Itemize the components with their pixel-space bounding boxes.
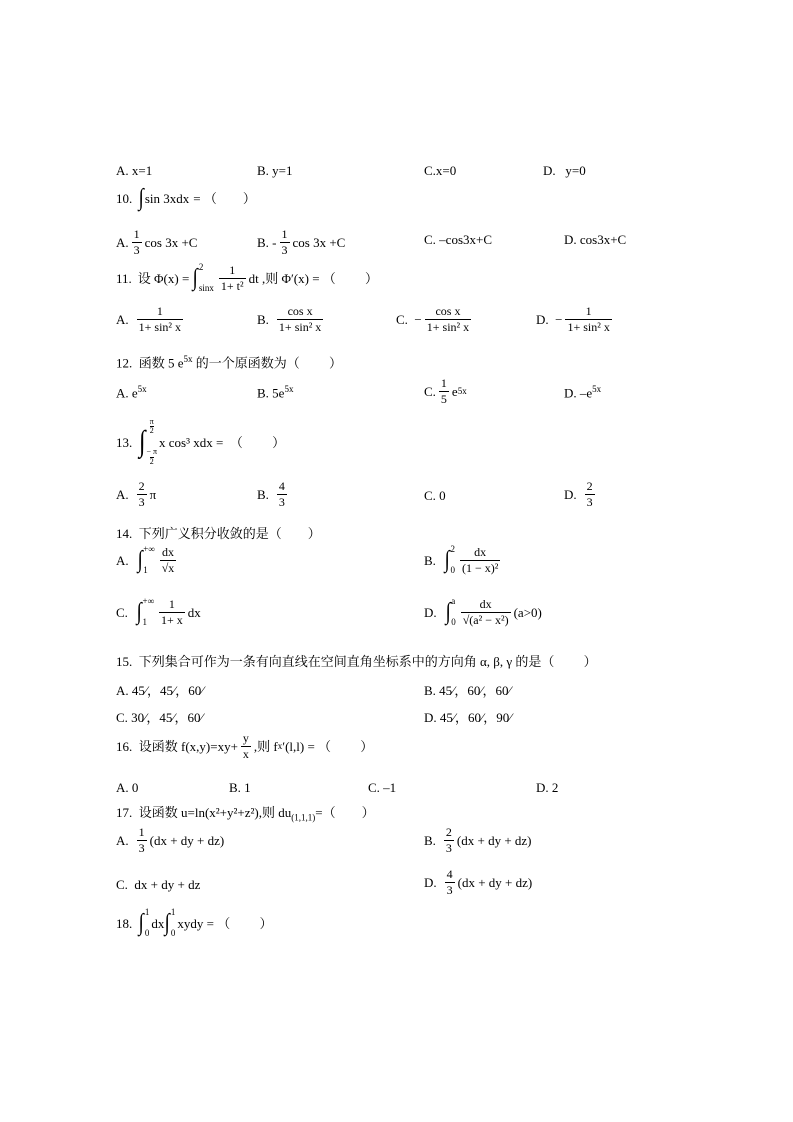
q14-option-b xyxy=(424,545,503,575)
q9-option-b: B. y=1 xyxy=(257,163,293,178)
option-label: C. xyxy=(424,383,436,399)
integral-limits: 2 sinx xyxy=(198,262,214,293)
q16-option-d: D. 2 xyxy=(536,780,559,795)
q10-option-a xyxy=(116,228,197,256)
q17-lead: 17. 设函数 u=ln(x²+y²+z²),则 du xyxy=(116,805,292,820)
option-label: A. xyxy=(116,234,129,250)
q10-integrand: sin 3xdx xyxy=(144,190,190,206)
option-label: D. xyxy=(424,874,437,890)
fraction: $\frac{4}{3}$ xyxy=(446,867,453,897)
q11-lead: 设 Φ(x) = xyxy=(137,270,190,286)
q12-tail: 的一个原函数为（ ） xyxy=(192,355,343,371)
fraction: $\frac{dx}{√x}$ xyxy=(161,544,175,575)
integral-sign: ∫ xyxy=(444,547,450,573)
q14-stem: 14. 下列广义积分收敛的是（ ） xyxy=(116,526,321,541)
q13-integrand: x cos³ xdx = （ ） xyxy=(159,434,286,450)
question-number: 13. xyxy=(116,434,133,450)
option-text: cos 3x +C xyxy=(292,234,346,250)
integral-sign: ∫ xyxy=(137,547,143,573)
q16-tail: ,则 f xyxy=(253,738,278,754)
q11-stem xyxy=(116,263,378,293)
integral-limits: 1 0 xyxy=(144,907,150,938)
q10-option-d: D. cos3x+C xyxy=(564,232,627,247)
q18-tail: xydy = （ ） xyxy=(177,915,273,931)
q10-option-c: C. –cos3x+C xyxy=(424,232,493,247)
option-label: B. xyxy=(424,832,436,848)
q13-option-d xyxy=(564,480,598,508)
q11-option-d xyxy=(536,305,615,333)
q15-option-b: B. 45⁄，60⁄，60⁄ xyxy=(424,683,511,698)
question-number: 10. xyxy=(116,190,133,206)
integral-sign: ∫ xyxy=(164,910,171,936)
fraction: $\frac{1}{5}$ xyxy=(440,376,447,406)
q10-answer-blank: = （ ） xyxy=(193,190,256,206)
q12-lead: 12. 函数 5 e xyxy=(116,355,184,371)
q15-stem: 15. 下列集合可作为一条有向直线在空间直角坐标系中的方向角 α, β, γ 的是（ ） xyxy=(116,654,597,669)
q16-option-a: A. 0 xyxy=(116,780,139,795)
q18-stem: 18. ∫ 1 0 dx ∫ 1 0 xydy = （ ） xyxy=(116,907,273,938)
fraction: $\frac{1}{3}$ xyxy=(133,227,140,257)
integral-sign: ∫ xyxy=(192,265,199,291)
integral-limits: a 0 xyxy=(451,596,456,627)
option-text: cos 3x +C xyxy=(144,234,198,250)
integral-sign: ∫ xyxy=(445,599,451,625)
q14-option-c: C. ∫ +∞ 1 $\frac{1}{1+ x}$ dx xyxy=(116,596,201,627)
option-label: C. − xyxy=(396,311,422,327)
option-label: B. xyxy=(257,311,269,327)
option-label: A. xyxy=(116,552,129,568)
q13-option-b xyxy=(257,480,290,508)
q17-option-b: B. $\frac{2}{3}$ (dx + dy + dz) xyxy=(424,825,532,855)
integral-limits xyxy=(146,418,157,466)
q15-option-d: D. 45⁄，60⁄，90⁄ xyxy=(424,710,512,725)
option-label: A. xyxy=(116,486,129,502)
fraction: $\frac{\text{cos x}}{\text{1+ sin² x}}$ xyxy=(278,304,322,334)
q14-option-d: D. ∫ a 0 $\frac{dx}{\text{√(a² − x²)}}$ (a>0) xyxy=(424,596,542,627)
fraction: $\frac{dx}{\text{(1 − x)²}}$ xyxy=(462,544,499,575)
q17-stem: 17. 设函数 u=ln(x²+y²+z²),则 $du_{(1,1,1)}=$（ ） xyxy=(116,805,375,823)
q17-option-d: D. $\frac{4}{3}$ (dx + dy + dz) xyxy=(424,867,533,897)
q12-stem xyxy=(116,355,342,369)
q11-tail: dt ,则 Φ′(x) = （ ） xyxy=(248,270,379,286)
option-label: D. − xyxy=(536,311,563,327)
fraction: $\frac{dx}{\text{√(a² − x²)}}$ xyxy=(462,596,509,627)
q16-stem: 16. 设函数 f(x,y)=xy+ $\frac{y}{x}$ ,则 f x ′(l,l) = （ ） xyxy=(116,731,374,761)
q10-stem xyxy=(116,186,256,210)
option-label: B. - xyxy=(257,234,277,250)
fraction: $\frac{2}{3}$ xyxy=(445,825,452,855)
integral-limits: 2 0 xyxy=(450,544,455,575)
q13-stem xyxy=(116,418,285,466)
fraction: $\frac{4}{3}$ xyxy=(278,479,285,509)
integral-limits: +∞ 1 xyxy=(143,544,155,575)
option-label: A. xyxy=(116,832,129,848)
q15-option-a: A. 45⁄，45⁄，60⁄ xyxy=(116,683,204,698)
q10-option-b xyxy=(257,228,345,256)
option-label: B. xyxy=(424,552,436,568)
lower-limit: − π 2 xyxy=(146,447,158,466)
q12-option-b: B. $5e^{5x}$ xyxy=(257,384,294,401)
exponent: 5x xyxy=(183,354,193,364)
question-number: 11. xyxy=(116,270,132,286)
q16-option-c: C. –1 xyxy=(368,780,397,795)
q14-option-a xyxy=(116,545,179,575)
option-label: D. xyxy=(424,604,437,620)
integral-limits: +∞ 1 xyxy=(142,596,154,627)
integral-sign: ∫ xyxy=(136,599,142,625)
q15-option-c: C. 30⁄，45⁄，60⁄ xyxy=(116,710,203,725)
fraction: $\frac{y}{x}$ xyxy=(242,731,249,761)
fraction: $\frac{1}{\text{1+ sin² x}}$ xyxy=(138,304,182,334)
q11-option-c xyxy=(396,305,474,333)
q11-option-b xyxy=(257,305,326,333)
integral-limits: 1 0 xyxy=(170,907,176,938)
fraction: $\frac{1}{\text{1+ t²}}$ xyxy=(220,262,244,293)
integral-sign: ∫ xyxy=(138,185,145,211)
fraction: $\frac{1}{1+ x}$ xyxy=(161,596,183,627)
q13-option-a: A. $\frac{2}{3}$ π xyxy=(116,479,157,509)
q12-option-d: D. $-e^{5x}$ xyxy=(564,384,602,401)
fraction: $\frac{2}{3}$ xyxy=(138,479,145,509)
fraction: $\frac{2}{3}$ xyxy=(586,479,593,509)
fraction: $\frac{1}{\text{1+ sin² x}}$ xyxy=(567,304,610,334)
fraction: $\frac{\text{cos x}}{\text{1+ sin² x}}$ xyxy=(426,304,470,334)
q16-option-b: B. 1 xyxy=(229,780,251,795)
q9-option-a: A. x=1 xyxy=(116,163,153,178)
fraction: $\frac{1}{3}$ xyxy=(138,825,145,855)
question-number: 18. xyxy=(116,915,133,931)
q9-option-c: C.x=0 xyxy=(424,163,457,178)
q12-option-a: A. $e^{5x}$ xyxy=(116,384,147,401)
q17-option-a: A. $\frac{1}{3}$ (dx + dy + dz) xyxy=(116,825,225,855)
integral-sign: ∫ xyxy=(138,910,145,936)
q11-option-a xyxy=(116,305,186,333)
q17-option-c: C. dx + dy + dz xyxy=(116,877,201,892)
option-label: B. xyxy=(257,486,269,502)
option-label: C. xyxy=(116,604,128,620)
q13-option-c: C. 0 xyxy=(424,488,446,503)
option-label: D. xyxy=(564,486,577,502)
q16-lead: 16. 设函数 f(x,y)=xy+ xyxy=(116,738,238,754)
q12-option-c: C. $\frac{1}{5}$ e 5x xyxy=(424,376,467,406)
integral-sign: ∫ xyxy=(139,425,146,458)
option-label: A. xyxy=(116,311,129,327)
fraction: $\frac{1}{3}$ xyxy=(281,227,288,257)
q9-option-d: D. y=0 xyxy=(543,163,586,178)
upper-limit: π 2 xyxy=(149,417,154,436)
